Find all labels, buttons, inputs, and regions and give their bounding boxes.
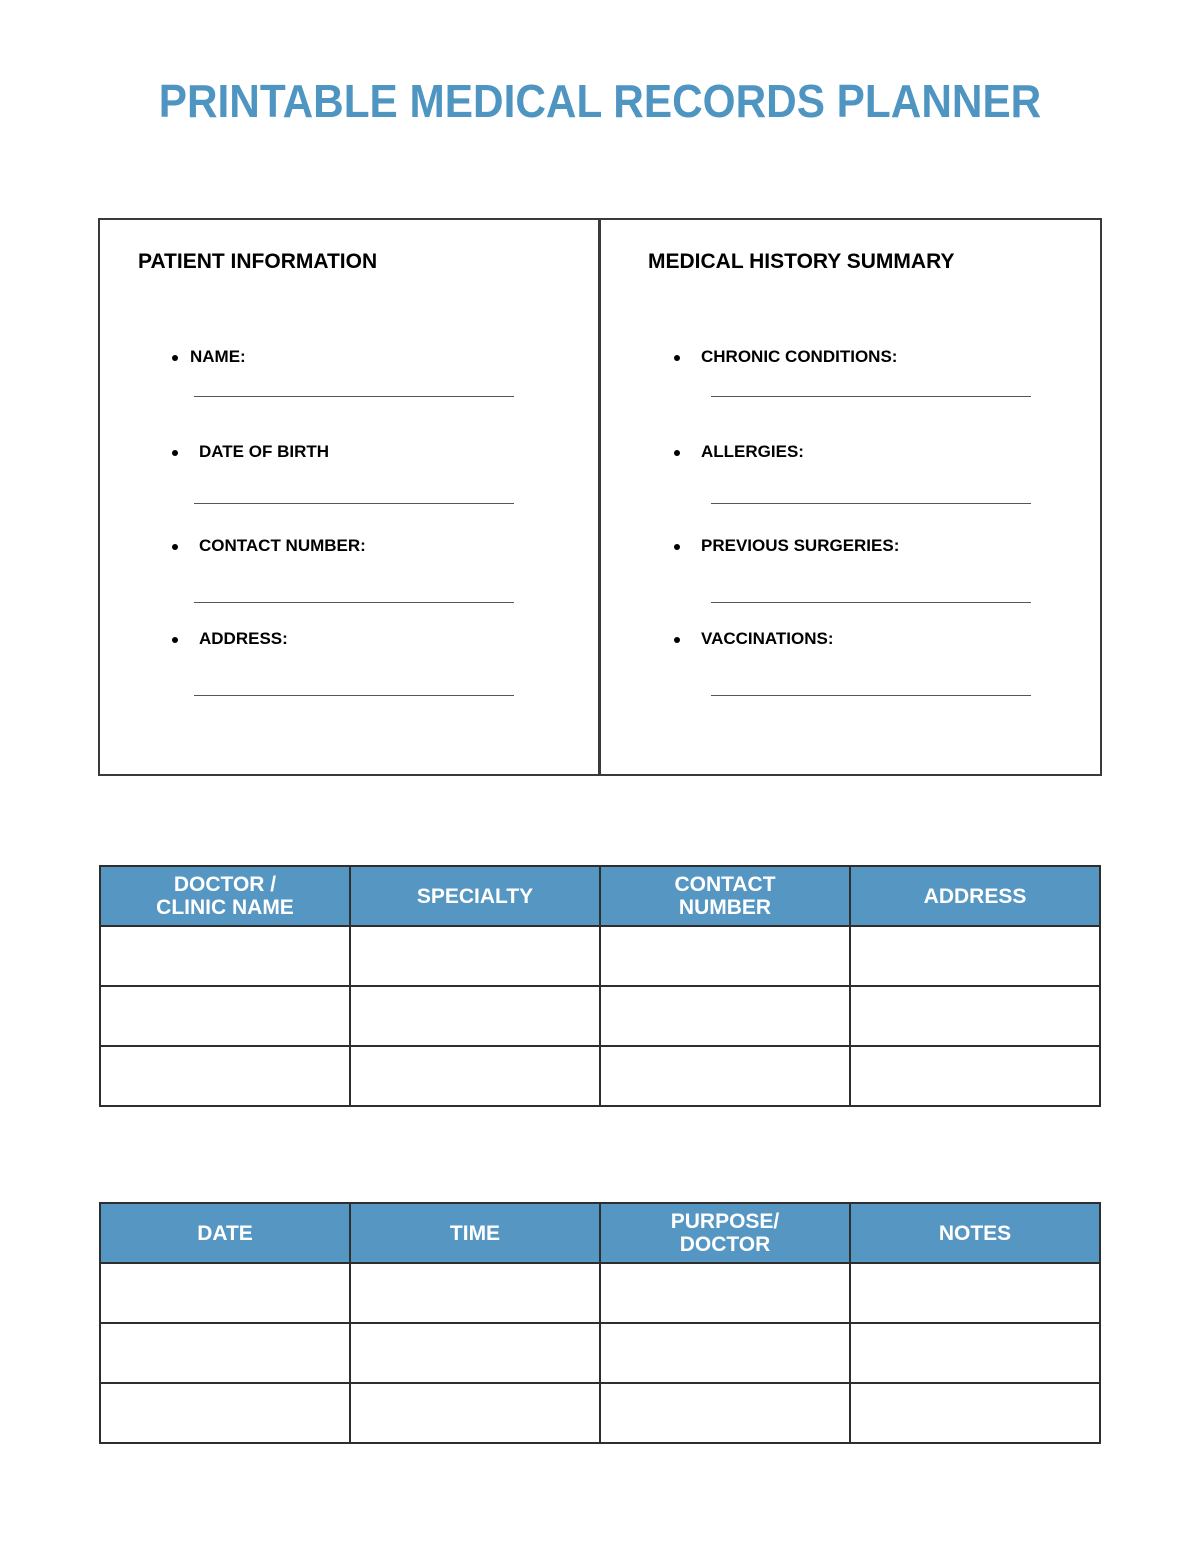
date-of-birth-label: DATE OF BIRTH	[199, 442, 330, 461]
table-cell[interactable]	[350, 1263, 600, 1323]
table-cell[interactable]	[350, 1383, 600, 1443]
notes-header: NOTES	[850, 1203, 1100, 1263]
bullet-icon	[172, 544, 178, 550]
medical-history-section	[602, 218, 1100, 776]
address-header: ADDRESS	[850, 866, 1100, 926]
doctors-table	[99, 865, 1101, 1107]
table-cell[interactable]	[600, 1383, 850, 1443]
allergies-field[interactable]	[711, 503, 1031, 504]
table-cell[interactable]	[850, 1046, 1100, 1106]
bullet-icon	[674, 544, 680, 550]
info-divider	[598, 218, 601, 776]
vaccinations-label: VACCINATIONS:	[701, 629, 834, 648]
time-header: TIME	[350, 1203, 600, 1263]
table-cell[interactable]	[850, 1263, 1100, 1323]
table-cell[interactable]	[100, 986, 350, 1046]
table-cell[interactable]	[600, 1046, 850, 1106]
previous-surgeries-field[interactable]	[711, 602, 1031, 603]
table-cell[interactable]	[850, 926, 1100, 986]
bullet-icon	[674, 637, 680, 643]
date-header: DATE	[100, 1203, 350, 1263]
previous-surgeries-label: PREVIOUS SURGERIES:	[701, 536, 900, 555]
address-label: ADDRESS:	[199, 629, 288, 648]
table-cell[interactable]	[600, 1263, 850, 1323]
table-cell[interactable]	[350, 1046, 600, 1106]
vaccinations-field[interactable]	[711, 695, 1031, 696]
doctor-clinic-name-header: DOCTOR / CLINIC NAME	[100, 866, 350, 926]
table-row	[100, 1323, 1100, 1383]
table-cell[interactable]	[100, 1263, 350, 1323]
bullet-icon	[172, 450, 178, 456]
medical-history-heading: MEDICAL HISTORY SUMMARY	[648, 250, 955, 273]
name-field[interactable]	[194, 396, 514, 397]
date-of-birth-field[interactable]	[194, 503, 514, 504]
allergies-label: ALLERGIES:	[701, 442, 804, 461]
address-field[interactable]	[194, 695, 514, 696]
contact-number-label: CONTACT NUMBER:	[199, 536, 366, 555]
table-cell[interactable]	[100, 1046, 350, 1106]
bullet-icon	[172, 355, 178, 361]
chronic-conditions-label: CHRONIC CONDITIONS:	[701, 347, 898, 366]
bullet-icon	[172, 637, 178, 643]
bullet-icon	[674, 355, 680, 361]
patient-information-section	[100, 218, 598, 776]
contact-number-field[interactable]	[194, 602, 514, 603]
table-cell[interactable]	[600, 926, 850, 986]
table-cell[interactable]	[100, 926, 350, 986]
table-cell[interactable]	[350, 986, 600, 1046]
table-cell[interactable]	[100, 1323, 350, 1383]
table-cell[interactable]	[850, 1323, 1100, 1383]
table-cell[interactable]	[850, 1383, 1100, 1443]
specialty-header: SPECIALTY	[350, 866, 600, 926]
name-label: NAME:	[190, 347, 246, 366]
chronic-conditions-field[interactable]	[711, 396, 1031, 397]
table-cell[interactable]	[350, 1323, 600, 1383]
table-cell[interactable]	[350, 926, 600, 986]
table-cell[interactable]	[850, 986, 1100, 1046]
table-row	[100, 1383, 1100, 1443]
table-row	[100, 1046, 1100, 1106]
table-row	[100, 1263, 1100, 1323]
purpose-doctor-header: PURPOSE/ DOCTOR	[600, 1203, 850, 1263]
table-header-row	[100, 1203, 1100, 1263]
page-title: PRINTABLE MEDICAL RECORDS PLANNER	[158, 75, 1042, 127]
bullet-icon	[674, 450, 680, 456]
contact-number-header: CONTACT NUMBER	[600, 866, 850, 926]
appointments-table	[99, 1202, 1101, 1444]
table-row	[100, 926, 1100, 986]
patient-information-heading: PATIENT INFORMATION	[138, 250, 378, 273]
table-row	[100, 986, 1100, 1046]
table-header-row	[100, 866, 1100, 926]
table-cell[interactable]	[100, 1383, 350, 1443]
table-cell[interactable]	[600, 986, 850, 1046]
table-cell[interactable]	[600, 1323, 850, 1383]
